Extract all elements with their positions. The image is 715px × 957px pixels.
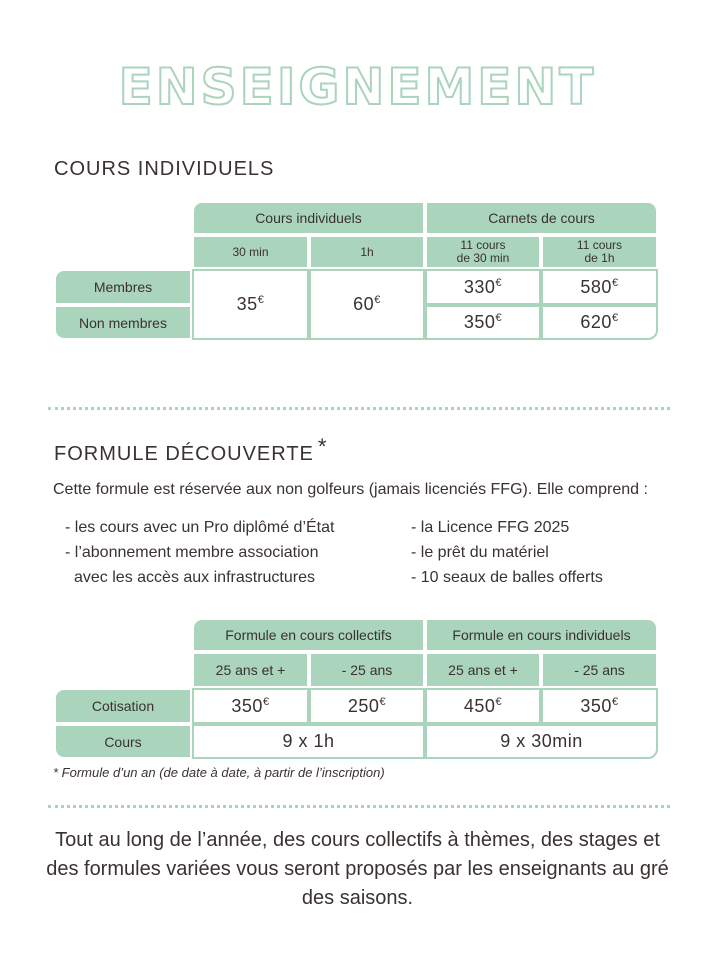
dotted-divider (48, 407, 670, 410)
dotted-divider (48, 805, 670, 808)
list-item: - 10 seaux de balles offerts (411, 569, 603, 586)
closing-paragraph: Tout au long de l’année, des cours collectifs à thèmes, des stages et des formules variées vous seront proposés par les enseignants au gré des saisons. (46, 829, 669, 909)
footnote: * Formule d’un an (de date à date, à partir de l’inscription) (53, 765, 385, 780)
group-header-individuels: Formule en cours individuels (425, 618, 658, 652)
price-carnet-non-30: 350€ (425, 305, 541, 340)
price-1h: 60€ (309, 269, 425, 340)
cours-individuels-table (54, 201, 658, 340)
sub-header-30min: 30 min (192, 235, 309, 269)
list-item: - la Licence FFG 2025 (411, 519, 570, 536)
price-carnet-membres-30: 330€ (425, 269, 541, 305)
cours-collectifs-value: 9 x 1h (192, 724, 425, 759)
row-header-cours: Cours (54, 724, 192, 759)
group-header-cours-individuels: Cours individuels (192, 201, 425, 235)
intro-text: Cette formule est réservée aux non golfeurs (jamais licenciés FFG). Elle comprend : (53, 481, 648, 498)
row-header-non-membres: Non membres (54, 305, 192, 340)
row-header-cotisation: Cotisation (54, 688, 192, 724)
formule-decouverte-table (54, 618, 658, 759)
sub-header-25-plus: 25 ans et + (425, 652, 541, 688)
cours-individuels-value: 9 x 30min (425, 724, 658, 759)
sub-header-moins-25: - 25 ans (309, 652, 425, 688)
sub-header-carnet-30: 11 cours de 30 min (425, 235, 541, 269)
section-heading-cours-individuels: COURS INDIVIDUELS (54, 158, 275, 180)
cotisation-collectif-25-plus: 350€ (192, 688, 309, 724)
cotisation-individuel-moins-25: 350€ (541, 688, 658, 724)
cotisation-individuel-25-plus: 450€ (425, 688, 541, 724)
list-item: - les cours avec un Pro diplômé d’État (65, 519, 335, 536)
sub-header-25-plus: 25 ans et + (192, 652, 309, 688)
group-header-carnets: Carnets de cours (425, 201, 658, 235)
cotisation-collectif-moins-25: 250€ (309, 688, 425, 724)
price-carnet-membres-1h: 580€ (541, 269, 658, 305)
sub-header-moins-25: - 25 ans (541, 652, 658, 688)
price-30min: 35€ (192, 269, 309, 340)
row-header-membres: Membres (54, 269, 192, 305)
list-item: - le prêt du matériel (411, 544, 549, 561)
sub-header-carnet-1h: 11 cours de 1h (541, 235, 658, 269)
group-header-collectifs: Formule en cours collectifs (192, 618, 425, 652)
list-item: avec les accès aux infrastructures (74, 569, 315, 586)
sub-header-1h: 1h (309, 235, 425, 269)
list-item: - l’abonnement membre association (65, 544, 319, 561)
page-title: ENSEIGNEMENT (118, 58, 597, 116)
price-carnet-non-1h: 620€ (541, 305, 658, 340)
section-heading-formule-decouverte: FORMULE DÉCOUVERTE * (54, 434, 328, 465)
